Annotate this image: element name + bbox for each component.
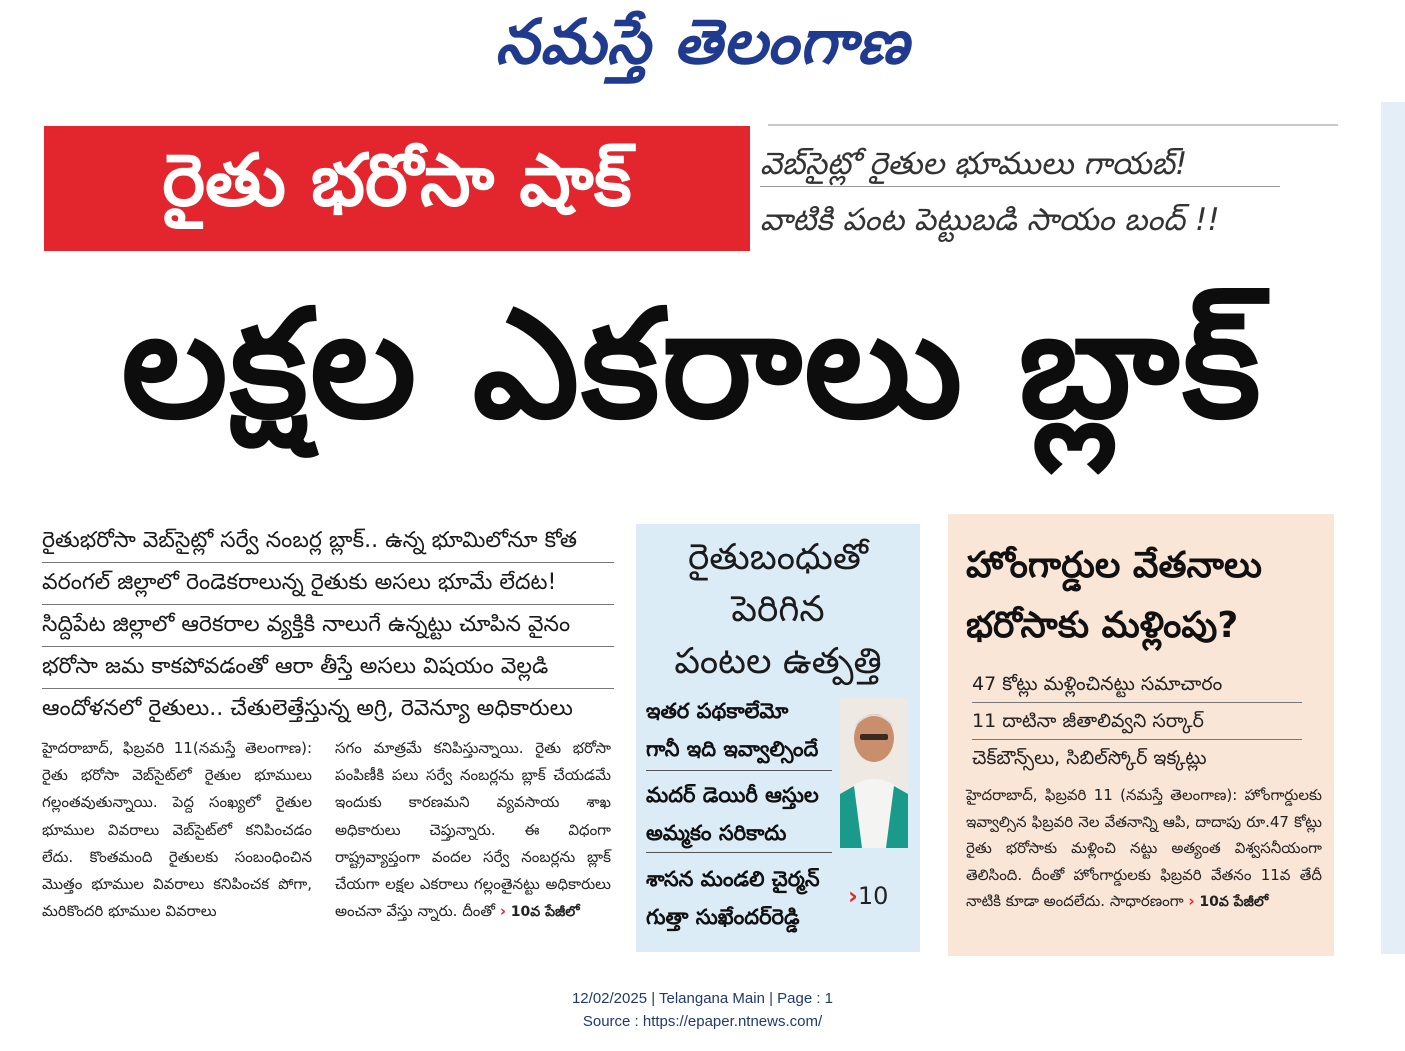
quote-divider — [646, 852, 832, 853]
deck-line-2: వాటికి పంట పెట్టుబడి సాయం బంద్ !! — [760, 202, 1220, 238]
continue-arrow-icon: › — [499, 902, 507, 921]
main-headline: లక్షల ఎకరాలు బ్లాక్ — [121, 277, 1263, 452]
article-column-2 — [335, 735, 611, 926]
continue-arrow-icon: › — [1188, 892, 1195, 910]
kicker-banner: రైతు భరోసా షాక్ — [44, 126, 750, 251]
quote-line: గానీ ఇది ఇవ్వాల్సిందే — [646, 737, 819, 761]
article-column-2-text: సగం మాత్రమే కనిపిస్తున్నాయి. రైతు భరోసా పంపిణీకి పలు సర్వే నంబర్లను బ్లాక్ చేయడమే ఇందుకు కారణమని వ్యవసాయ శాఖ అధికారులు చెప్తున్నారు. ఈ విధంగా రాష్ట్రవ్యాప్తంగా వందల సర్వే నంబర్లను బ్లాక్ చేయగా లక్షల ఎకరాలు గల్లంతైనట్టు అధికారులు అంచనా వేస్తు న్నారు. దీంతో — [335, 739, 611, 921]
quote-line: గుత్తా సుఖేందర్‌రెడ్డి — [646, 905, 800, 929]
home-guards-title — [966, 536, 1326, 656]
home-guards-article-text: హైదరాబాద్, ఫిబ్రవరి 11 (నమస్తే తెలంగాణ): హోంగార్డులకు ఇవ్వాల్సిన ఫిబ్రవరి నెల వేతనాన్ని ఆపి, దాదాపు రూ.47 కోట్లు రైతు భరోసాకు మళ్లించి నట్టు అత్యంత విశ్వసనీయంగా తెలిసింది. దీంతో హోంగార్డులకు ఫిబ్రవరి వేతనం 11వ తేదీ నాటికి కూడా అందలేదు. సాధారణంగా — [966, 786, 1322, 910]
page-reference[interactable] — [848, 882, 888, 910]
home-guards-title-line: భరోసాకు మళ్లింపు? — [966, 605, 1239, 646]
subhead-5: ఆందోళనలో రైతులు.. చేతులెత్తేస్తున్న అగ్రి, రెవెన్యూ అధికారులు — [42, 696, 573, 721]
adjacent-article-sliver — [1381, 102, 1405, 954]
subhead-1: రైతుభరోసా వెబ్‌సైట్లో సర్వే నంబర్ల బ్లాక్.. ఉన్న భూమిలోనూ కోత — [42, 520, 614, 563]
deck-line-1: వెబ్‌సైట్లో రైతుల భూములు గాయబ్! — [760, 142, 1280, 187]
home-guards-point-3: చెక్‌బౌన్స్‌లు, సిబిల్‌స్కోర్ ఇక్కట్లు — [972, 747, 1207, 769]
subhead-3: సిద్దిపేట జిల్లాలో ఆరెకరాల వ్యక్తికి నాలుగే ఉన్నట్టు చూపిన వైనం — [42, 604, 614, 647]
article-column-1: హైదరాబాద్, ఫిబ్రవరి 11(నమస్తే తెలంగాణ): రైతు భరోసా వెబ్‌సైట్‌లో రైతుల భూములు గల్లంతవుతున్నాయి. పెద్ద సంఖ్యలో రైతుల భూముల వివరాలు వెబ్‌సైట్‌లో కనిపించడం లేదు. కొంతమంది రైతులకు సంబంధించిన మొత్తం భూముల వివరాలు కనిపించక పోగా, మరికొందరి భూముల వివరాలు — [42, 739, 312, 921]
quote-line: ఇతర పథకాలేమో — [646, 699, 789, 723]
sidebar-box-title — [636, 532, 920, 688]
sidebar-quote-3 — [646, 860, 838, 936]
sidebar-title-line: పంటల ఉత్పత్తి — [674, 641, 882, 682]
subhead-2: వరంగల్ జిల్లాలో రెండెకరాలున్న రైతుకు అసలు భూమే లేదట! — [42, 562, 614, 605]
continued-on-page[interactable]: 10వ పేజీలో — [1199, 894, 1269, 910]
page-arrow-icon: › — [848, 882, 858, 910]
footer-date-page: 12/02/2025 | Telangana Main | Page : 1 — [571, 990, 834, 1007]
quote-line: మదర్ డెయిరీ ఆస్తుల — [646, 783, 819, 807]
continued-on-page[interactable]: 10వ పేజీలో — [510, 904, 580, 921]
page-reference-number: 10 — [857, 882, 889, 910]
portrait-photo — [840, 698, 908, 848]
person-portrait-icon — [840, 698, 908, 848]
top-divider — [768, 124, 1338, 126]
quote-line: అమ్మకం సరికాదు — [646, 821, 787, 845]
home-guards-point-2: 11 దాటినా జీతాలివ్వని సర్కార్ — [972, 703, 1302, 740]
newspaper-masthead: నమస్తే తెలంగాణ — [495, 5, 910, 78]
home-guards-article — [966, 782, 1322, 916]
sidebar-quote-2 — [646, 776, 838, 852]
quote-line: శాసన మండలి చైర్మన్ — [646, 867, 820, 891]
home-guards-title-line: హోంగార్డుల వేతనాలు — [966, 545, 1262, 586]
sidebar-title-line: రైతుబంధుతో — [687, 537, 869, 578]
quote-divider — [646, 770, 832, 771]
sidebar-quote-1 — [646, 692, 838, 768]
footer-source-link[interactable]: Source : https://epaper.ntnews.com/ — [582, 1013, 823, 1030]
subhead-4: భరోసా జమ కాకపోవడంతో ఆరా తీస్తే అసలు విషయం వెల్లడి — [42, 646, 614, 689]
home-guards-point-1: 47 కోట్లు మళ్లించినట్టు సమాచారం — [972, 666, 1302, 703]
sidebar-title-line: పెరిగిన — [731, 589, 825, 630]
